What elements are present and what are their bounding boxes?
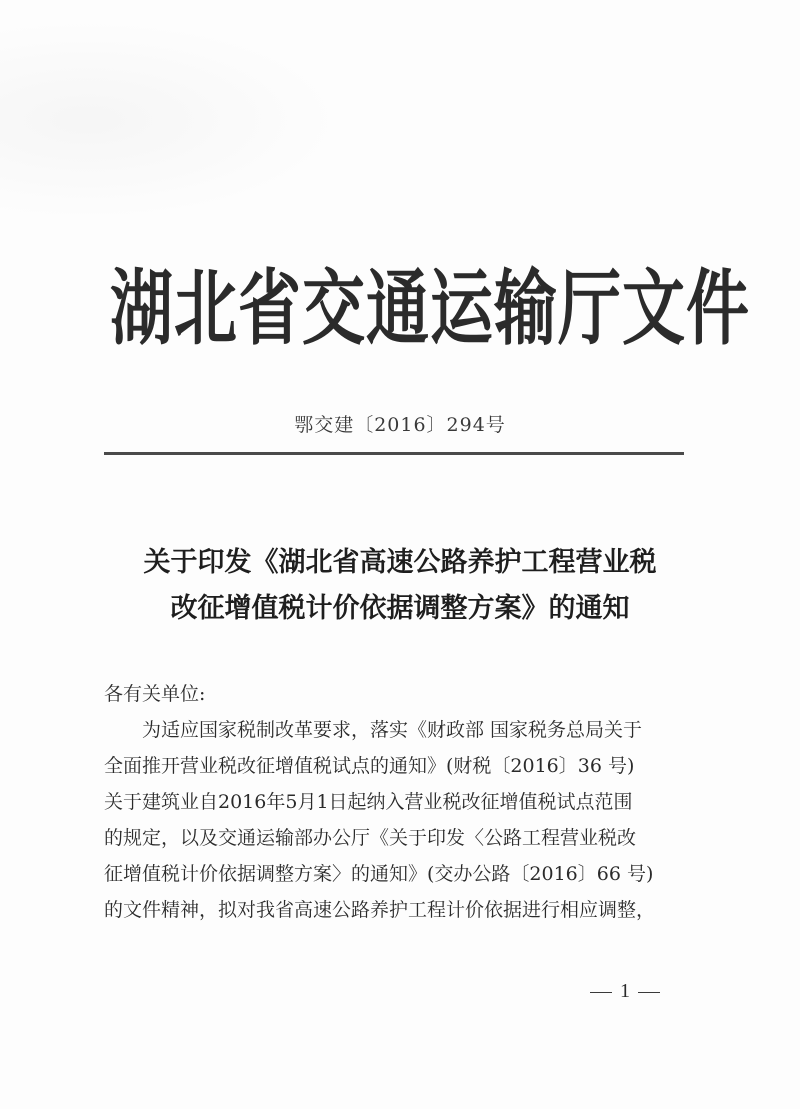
document-title <box>0 540 800 632</box>
document-masthead: 湖北省交通运输厅文件 <box>110 259 750 357</box>
body-line: 的规定，以及交通运输部办公厅《关于印发〈公路工程营业税改 <box>104 827 637 849</box>
body-line: 关于建筑业自2016年5月1日起纳入营业税改征增值税试点范围 <box>104 791 633 813</box>
body-line: 为适应国家税制改革要求，落实《财政部 国家税务总局关于 <box>142 719 643 741</box>
page-number: 1 <box>590 980 660 1003</box>
document-title-line-1: 关于印发《湖北省高速公路养护工程营业税 <box>143 547 657 578</box>
header-divider <box>104 452 684 455</box>
body-line: 征增值税计价依据调整方案〉的通知》(交办公路〔2016〕66 号) <box>104 863 654 885</box>
scan-artifact <box>0 20 340 220</box>
body-line: 的文件精神，拟对我省高速公路养护工程计价依据进行相应调整， <box>104 899 656 921</box>
salutation: 各有关单位: <box>104 683 206 705</box>
document-title-line-2: 改征增值税计价依据调整方案》的通知 <box>170 593 630 624</box>
document-number: 鄂交建〔2016〕294号 <box>294 414 506 436</box>
body-line: 全面推开营业税改征增值税试点的通知》(财税〔2016〕36 号) <box>104 755 635 777</box>
body-paragraph <box>104 712 704 928</box>
